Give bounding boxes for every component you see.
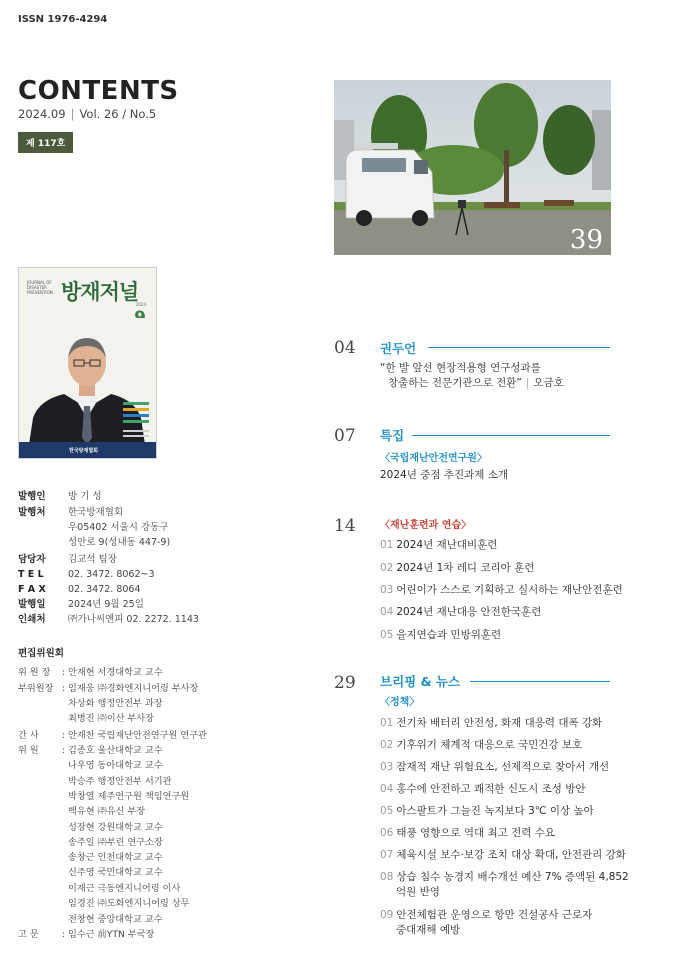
section-07-number: 07 <box>334 426 356 446</box>
issue-volume: Vol. 26 / No.5 <box>79 107 157 121</box>
section-04-title[interactable]: 권두언 <box>380 341 417 356</box>
editorial-member-row: 송창근 인천대학교 교수 <box>68 852 163 863</box>
issue-badge: 제 117호 <box>18 132 73 153</box>
editorial-member-row: 차상화 행정안전부 과장 <box>68 698 163 709</box>
section-29-item[interactable]: 05 아스팔트가 그늘진 녹지보다 3℃ 이상 높아 <box>380 805 594 817</box>
issue-line <box>18 107 156 121</box>
section-07-rule <box>412 435 610 436</box>
section-29-item[interactable]: 08 상습 침수 농경지 배수개선 예산 7% 증액된 4,852 억원 반영 <box>380 871 629 898</box>
page-title: CONTENTS <box>18 76 179 106</box>
editorial-member-row: 신주영 국민대학교 교수 <box>68 867 163 878</box>
editorial-member-row: 백유현 ㈜유신 부장 <box>68 806 146 817</box>
section-04-rule <box>428 347 610 348</box>
editorial-member-row: 이재근 극동엔지니어링 이사 <box>68 883 181 894</box>
section-14-number: 14 <box>334 516 356 536</box>
section-07-item[interactable]: 2024년 중점 추진과제 소개 <box>380 469 509 481</box>
section-29-subhead: 〈정책〉 <box>380 697 420 708</box>
info-address-2: 성안로 9(성내동 447-9) <box>68 537 171 548</box>
editorial-member-row: 전창현 중앙대학교 교수 <box>68 914 163 925</box>
editorial-member-row: 위 원 : 김종호 울산대학교 교수 <box>18 745 163 756</box>
editorial-member-row: 박승주 행정안전부 서기관 <box>68 776 172 787</box>
author-separator: | <box>525 377 530 389</box>
cover-year: 2024 <box>135 302 146 307</box>
section-29-item[interactable]: 03 잠재적 재난 위험요소, 선제적으로 찾아서 개선 <box>380 761 610 773</box>
magazine-cover <box>18 267 157 459</box>
photo-page-number: 39 <box>569 225 603 255</box>
section-29-title[interactable]: 브리핑 & 뉴스 <box>380 674 460 689</box>
section-14-item[interactable]: 05 을지연습과 민방위훈련 <box>380 629 502 641</box>
issue-date: 2024.09 <box>18 107 66 121</box>
editorial-board-title: 편집위원회 <box>18 648 64 659</box>
section-29-item[interactable]: 02 기후위기 체계적 대응으로 국민건강 보호 <box>380 739 583 751</box>
feature-photo <box>334 80 611 255</box>
section-04-number: 04 <box>334 338 356 358</box>
section-14-item[interactable]: 02 2024년 1차 레디 코리아 훈련 <box>380 562 535 574</box>
issn-number: ISSN 1976-4294 <box>18 14 108 25</box>
cover-magazine-title: 방재저널 <box>61 280 139 304</box>
editorial-member-row: 임경진 ㈜도화엔지니어링 상무 <box>68 898 190 909</box>
section-04-line-2[interactable]: 창출하는 전문기관으로 전환” | 오금호 <box>388 377 564 389</box>
info-address-1: 우05402 서울시 강동구 <box>68 522 169 533</box>
editorial-member-row: 나우영 동아대학교 교수 <box>68 760 163 771</box>
cover-small-title: JOURNAL OF DISASTER PREVENTION <box>27 280 53 295</box>
section-14-subhead: 〈재난훈련과 연습〉 <box>380 520 472 531</box>
section-07-subhead: 〈국립재난안전연구원〉 <box>380 453 487 464</box>
editorial-member-row: 최병진 ㈜이산 부사장 <box>68 713 155 724</box>
info-fax: F A X 02. 3472. 8064 <box>18 584 141 595</box>
info-issuer: 발행처 한국방재협회 <box>18 507 124 518</box>
editorial-member-row: 간 사 : 안재찬 국립재난안전연구원 연구관 <box>18 730 207 741</box>
section-07-title[interactable]: 특집 <box>380 428 405 443</box>
cover-portrait <box>19 318 156 458</box>
section-29-item[interactable]: 01 전기차 배터리 안전성, 화재 대응력 대폭 강화 <box>380 717 603 729</box>
editorial-member-row: 고 문 : 임수근 前YTN 부국장 <box>18 929 155 940</box>
editorial-member-row: 박창열 제주연구원 책임연구원 <box>68 791 190 802</box>
section-14-item[interactable]: 03 어린이가 스스로 기획하고 실시하는 재난안전훈련 <box>380 584 623 596</box>
section-14-item[interactable]: 01 2024년 재난대비훈련 <box>380 539 498 551</box>
editorial-member-row: 위 원 장 : 안재현 서경대학교 교수 <box>18 667 163 678</box>
section-14-item[interactable]: 04 2024년 재난대응 안전한국훈련 <box>380 606 542 618</box>
issue-separator: | <box>70 107 75 121</box>
info-contact: 담당자 김교석 팀장 <box>18 554 117 565</box>
section-29-item[interactable]: 04 홍수에 안전하고 쾌적한 신도시 조성 방안 <box>380 783 586 795</box>
section-29-rule <box>470 681 610 682</box>
info-publisher: 발행인 방 기 성 <box>18 491 102 502</box>
info-printer: 인쇄처 ㈜가나씨앤피 02. 2272. 1143 <box>18 614 199 625</box>
editorial-member-row: 성장현 강원대학교 교수 <box>68 822 163 833</box>
section-04-author: 오금호 <box>533 377 564 389</box>
section-29-item[interactable]: 07 체육시설 보수·보강 조치 대상 확대, 안전관리 강화 <box>380 849 626 861</box>
cover-publisher: 한국방재협회 <box>69 448 98 454</box>
section-29-number: 29 <box>334 673 356 693</box>
section-29-item[interactable]: 09 안전체험관 운영으로 항만 건설공사 근로자 중대재해 예방 <box>380 909 593 936</box>
section-29-item[interactable]: 06 태풍 영향으로 역대 최고 전력 수요 <box>380 827 556 839</box>
editorial-member-row: 부위원장 : 임재웅 ㈜경화엔지니어링 부사장 <box>18 683 199 694</box>
info-issue-date: 발행일 2024년 9월 25일 <box>18 599 144 610</box>
section-04-line-1[interactable]: “한 발 앞선 현장적용형 연구성과를 <box>380 362 541 374</box>
info-tel: T E L 02. 3472. 8062~3 <box>18 569 155 580</box>
editorial-member-row: 송주일 ㈜부린 연구소장 <box>68 837 163 848</box>
